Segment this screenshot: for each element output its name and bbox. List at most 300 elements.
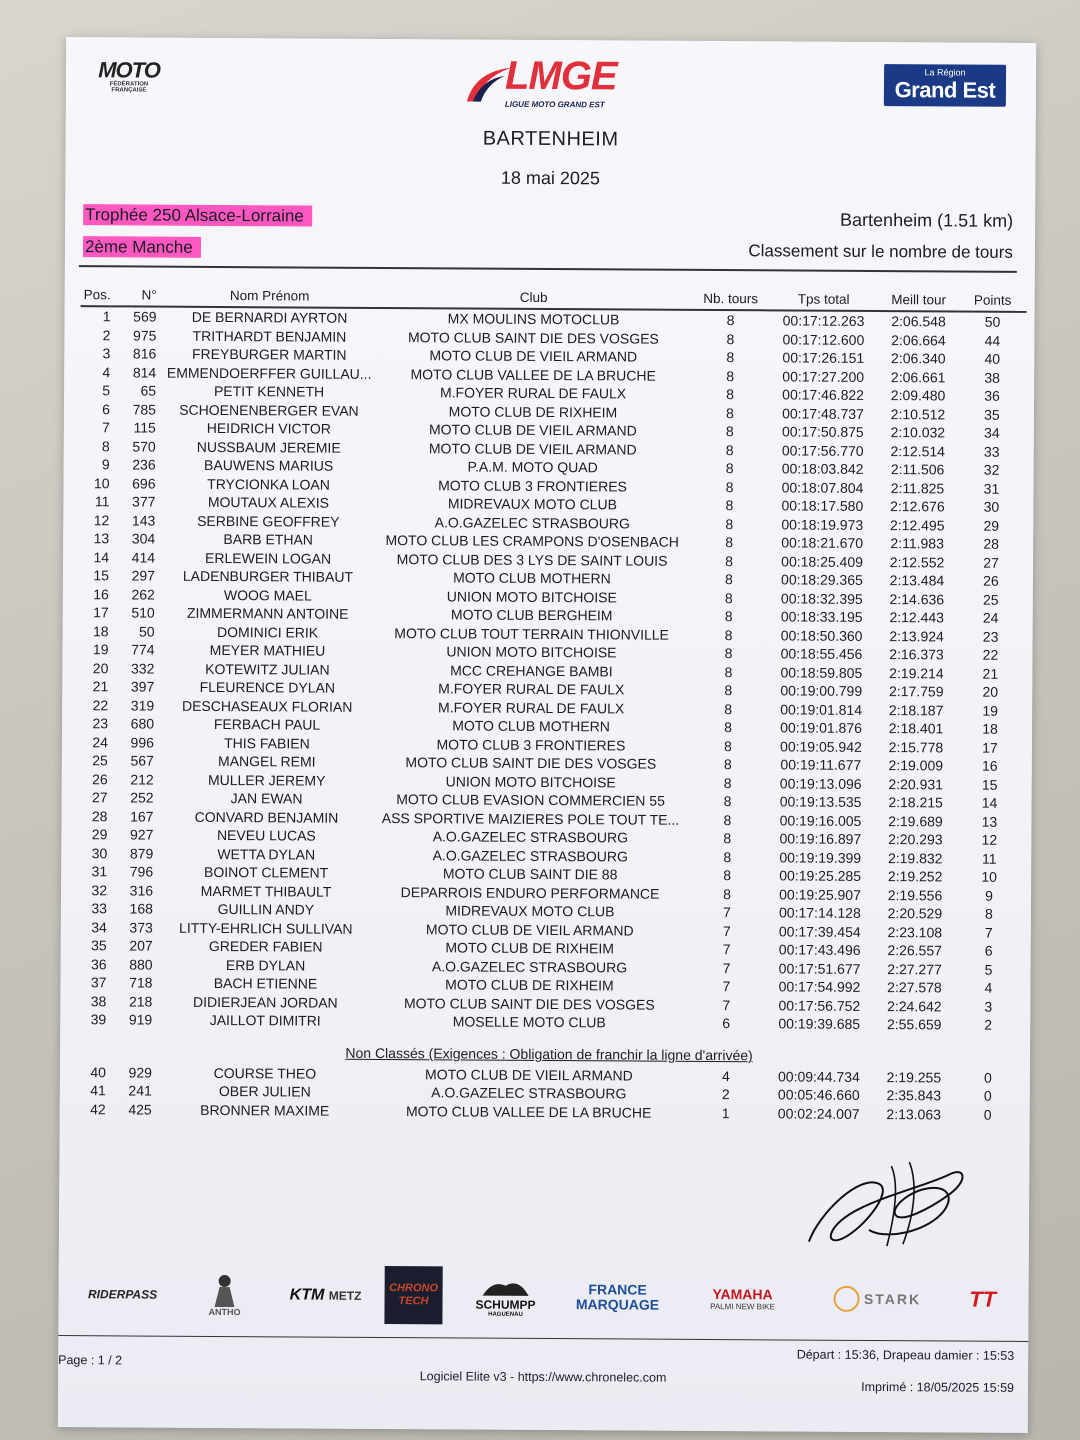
france-marquage-text: FRANCE MARQUAGE <box>575 1281 660 1313</box>
pos-cell: 10 <box>93 474 110 491</box>
name-cell: THIS FABIEN <box>224 734 310 752</box>
points-cell: 17 <box>982 739 998 756</box>
points-cell: 35 <box>984 406 1000 423</box>
num-cell: 236 <box>132 456 156 473</box>
tours-cell: 8 <box>723 848 732 865</box>
club-cell: MOTO CLUB SAINT DIE 88 <box>442 865 618 883</box>
pos-cell: 24 <box>92 733 108 750</box>
num-cell: 304 <box>131 530 156 547</box>
meil-cell: 2:55.659 <box>886 1016 942 1033</box>
club-cell: MCC CREHANGE BAMBI <box>450 661 613 679</box>
meil-cell: 2:10.512 <box>890 405 946 422</box>
event-city: BARTENHEIM <box>482 127 619 151</box>
tours-cell: 8 <box>726 312 735 329</box>
name-cell: FLEURENCE DYLAN <box>199 678 336 696</box>
num-cell: 212 <box>130 770 154 788</box>
tps-cell: 00:19:16.005 <box>779 811 862 829</box>
pos-cell: 20 <box>92 659 109 676</box>
name-cell: GREDER FABIEN <box>208 937 323 955</box>
tps-cell: 00:17:51.677 <box>778 959 861 977</box>
name-cell: SERBINE GEOFFREY <box>197 512 340 530</box>
ktm-metz-logo <box>280 1260 370 1331</box>
chronotech-text: CHRONO TECH <box>389 1282 439 1308</box>
tps-cell: 00:19:25.285 <box>779 867 862 884</box>
pos-cell: 30 <box>91 844 108 861</box>
club-cell: MOTO CLUB DE VIEIL ARMAND <box>429 347 638 365</box>
chronotech-logo <box>384 1266 442 1324</box>
tt-text: TT <box>969 1286 997 1312</box>
name-cell: COURSE THEO <box>213 1064 317 1082</box>
tours-cell: 7 <box>722 904 731 921</box>
tours-cell: 8 <box>725 460 734 477</box>
tps-cell: 00:18:07.804 <box>781 478 864 496</box>
num-cell: 510 <box>131 604 155 621</box>
points-cell: 2 <box>984 1016 993 1033</box>
pos-cell: 40 <box>90 1063 106 1080</box>
name-cell: ERLEWEIN LOGAN <box>205 549 332 567</box>
points-cell: 16 <box>981 757 998 774</box>
tps-cell: 00:18:19.973 <box>781 515 864 533</box>
num-cell: 168 <box>129 900 153 917</box>
col-club: Club <box>375 285 693 310</box>
points-cell: 21 <box>982 665 999 682</box>
name-cell: MULLER JEREMY <box>207 771 326 789</box>
meil-cell: 2:19.009 <box>888 757 944 774</box>
name-cell: FERBACH PAUL <box>213 715 321 733</box>
yamaha-logo <box>692 1263 792 1334</box>
club-cell: MIDREVAUX MOTO CLUB <box>447 495 617 513</box>
num-cell: 774 <box>131 641 155 658</box>
name-cell: BAUWENS MARIUS <box>204 456 334 474</box>
pos-cell: 22 <box>92 696 109 713</box>
points-cell: 25 <box>982 591 999 608</box>
stark-text: STARK <box>863 1290 922 1308</box>
pos-cell: 42 <box>90 1100 106 1117</box>
meil-cell: 2:06.661 <box>890 368 946 385</box>
yamaha-sub-text: PALMI NEW BIKE <box>710 1301 775 1311</box>
tps-cell: 00:17:56.770 <box>781 441 864 459</box>
num-cell: 785 <box>132 400 157 418</box>
riderpass-text: RIDERPASS <box>87 1287 158 1302</box>
tps-cell: 00:17:39.454 <box>778 922 861 940</box>
points-cell: 36 <box>984 387 1000 404</box>
points-cell: 12 <box>981 831 998 848</box>
tours-cell: 8 <box>723 737 732 754</box>
pos-cell: 27 <box>91 789 108 806</box>
tours-cell: 8 <box>726 330 735 347</box>
tps-cell: 00:18:21.670 <box>781 534 864 551</box>
tt-motors-logo <box>952 1264 1012 1334</box>
name-cell: BOINOT CLEMENT <box>203 863 329 881</box>
tps-cell: 00:19:11.677 <box>780 756 862 773</box>
pos-cell: 21 <box>92 678 109 695</box>
tours-cell: 8 <box>725 552 734 569</box>
championship-title <box>83 205 312 226</box>
meil-cell: 2:19.832 <box>887 849 943 866</box>
meil-cell: 2:13.063 <box>886 1105 941 1122</box>
num-cell: 115 <box>133 419 156 436</box>
num-cell: 816 <box>132 345 157 362</box>
club-cell: A.O.GAZELEC STRASBOURG <box>431 957 628 975</box>
meil-cell: 2:19.252 <box>887 868 943 885</box>
tps-cell: 00:19:25.907 <box>779 885 861 903</box>
num-cell: 927 <box>129 826 154 843</box>
num-cell: 929 <box>128 1063 152 1081</box>
name-cell: DOMINICI ERIK <box>217 623 319 641</box>
tours-cell: 8 <box>726 386 735 403</box>
pos-cell: 8 <box>101 437 110 454</box>
antho-figure-icon <box>211 1273 237 1307</box>
pos-cell: 7 <box>102 419 110 436</box>
meil-cell: 2:19.255 <box>886 1068 942 1085</box>
name-cell: TRYCIONKA LOAN <box>207 475 330 493</box>
num-cell: 252 <box>130 789 154 806</box>
ktm-text: KTM <box>289 1286 325 1304</box>
num-cell: 879 <box>129 844 154 862</box>
yamaha-text: YAMAHA <box>712 1285 773 1302</box>
lmge-logo <box>461 49 641 112</box>
pos-cell: 2 <box>102 326 111 343</box>
points-cell: 32 <box>983 461 1000 478</box>
name-cell: GUILLIN ANDY <box>217 900 315 918</box>
manche-label: 2ème Manche <box>83 236 201 258</box>
pos-cell: 36 <box>90 955 107 972</box>
points-cell: 0 <box>983 1106 992 1123</box>
tps-cell: 00:18:50.360 <box>780 626 863 644</box>
tours-cell: 8 <box>724 626 733 643</box>
tours-cell: 8 <box>724 663 733 680</box>
meil-cell: 2:20.529 <box>887 905 943 922</box>
pos-cell: 11 <box>94 493 110 510</box>
tps-cell: 00:17:46.822 <box>782 386 865 403</box>
points-cell: 24 <box>982 609 999 626</box>
pos-cell: 4 <box>102 363 111 380</box>
tps-cell: 00:19:00.799 <box>780 682 863 699</box>
points-cell: 18 <box>982 720 998 737</box>
manche-title <box>83 237 201 258</box>
name-cell: JAN EWAN <box>230 790 303 807</box>
points-cell: 13 <box>981 813 998 830</box>
meil-cell: 2:06.548 <box>891 313 946 330</box>
pos-cell: 18 <box>93 622 109 639</box>
club-cell: M.FOYER RURAL DE FAULX <box>439 384 627 402</box>
meil-cell: 2:27.277 <box>887 960 942 977</box>
tours-cell: 8 <box>723 867 732 884</box>
meil-cell: 2:12.443 <box>889 609 945 626</box>
col-tps: Tps total <box>769 287 879 311</box>
meil-cell: 2:15.778 <box>888 738 944 755</box>
pos-cell: 15 <box>93 567 110 584</box>
points-cell: 6 <box>984 942 993 959</box>
num-cell: 377 <box>132 493 156 510</box>
tps-cell: 00:19:13.096 <box>779 774 862 792</box>
col-tours: Nb. tours <box>693 287 769 310</box>
club-cell: MOTO CLUB SAINT DIE DES VOSGES <box>403 994 655 1013</box>
num-cell: 143 <box>131 511 156 529</box>
name-cell: LITTY-EHRLICH SULLIVAN <box>179 919 353 937</box>
points-cell: 30 <box>983 498 1000 515</box>
club-cell: MOTO CLUB 3 FRONTIERES <box>438 476 627 494</box>
tps-cell: 00:09:44.734 <box>777 1067 860 1085</box>
tps-cell: 00:18:03.842 <box>781 460 864 477</box>
pos-cell: 19 <box>92 641 109 658</box>
sponsor-strip <box>72 1259 1012 1337</box>
tours-cell: 8 <box>724 700 733 717</box>
points-cell: 29 <box>983 517 1000 534</box>
tours-cell: 8 <box>724 589 733 606</box>
lmge-logo-word: LMGE <box>504 53 617 99</box>
tps-cell: 00:18:55.456 <box>780 645 863 662</box>
pos-cell: 38 <box>90 992 107 1009</box>
col-pos: Pos. <box>81 283 111 306</box>
meil-cell: 2:10.032 <box>890 424 946 441</box>
club-cell: ASS SPORTIVE MAIZIERES POLE TOUT TE... <box>381 809 680 828</box>
tours-cell: 8 <box>725 571 733 588</box>
tours-cell: 2 <box>721 1086 730 1103</box>
tours-cell: 8 <box>724 608 733 625</box>
club-cell: UNION MOTO BITCHOISE <box>445 772 616 790</box>
name-cell: NUSSBAUM JEREMIE <box>196 438 341 456</box>
meil-cell: 2:12.514 <box>890 442 946 459</box>
points-cell: 44 <box>984 332 1001 349</box>
meil-cell: 2:16.373 <box>889 646 944 663</box>
pos-cell: 32 <box>91 881 108 898</box>
name-cell: OBER JULIEN <box>218 1083 311 1100</box>
pos-cell: 1 <box>102 308 111 325</box>
tours-cell: 8 <box>724 645 733 662</box>
tours-cell: 8 <box>723 811 732 828</box>
points-cell: 22 <box>982 646 999 663</box>
name-cell: BACH ETIENNE <box>213 974 318 992</box>
lmge-logo-tagline: LIGUE MOTO GRAND EST <box>504 99 605 110</box>
meil-cell: 2:12.676 <box>890 498 945 515</box>
num-cell: 297 <box>131 567 156 584</box>
meil-cell: 2:24.642 <box>887 997 942 1014</box>
meil-cell: 2:35.843 <box>886 1087 942 1104</box>
tps-cell: 00:19:16.897 <box>779 830 862 847</box>
antho-text: ANTHO <box>208 1306 241 1318</box>
tps-cell: 00:19:01.814 <box>780 700 863 718</box>
points-cell: 15 <box>981 776 998 793</box>
points-cell: 19 <box>982 702 998 719</box>
club-cell: MOTO CLUB MOTHERN <box>452 717 610 735</box>
points-cell: 40 <box>984 350 1001 367</box>
pos-cell: 6 <box>102 400 111 417</box>
schumpp-logo <box>470 1262 540 1332</box>
club-cell: MOTO CLUB 3 FRONTIERES <box>436 735 626 753</box>
club-cell: A.O.GAZELEC STRASBOURG <box>431 1084 627 1102</box>
name-cell: EMMENDOERFFER GUILLAU... <box>166 364 372 382</box>
num-cell: 919 <box>128 1011 153 1028</box>
name-cell: MARMET THIBAULT <box>200 882 332 900</box>
tps-cell: 00:19:19.399 <box>779 848 862 866</box>
header-divider <box>79 265 1017 273</box>
tours-cell: 8 <box>725 441 734 458</box>
schumpp-rider-icon <box>481 1276 531 1298</box>
tps-cell: 00:17:26.151 <box>782 349 865 366</box>
tps-cell: 00:18:59.805 <box>780 663 863 681</box>
club-cell: MOTO CLUB DE VIEIL ARMAND <box>425 1065 633 1084</box>
meil-cell: 2:12.495 <box>889 516 945 533</box>
ffm-logo-sub2: FRANÇAISE <box>111 87 147 94</box>
num-cell: 241 <box>128 1082 152 1099</box>
name-cell: TRITHARDT BENJAMIN <box>192 327 347 345</box>
ffm-logo-sub1: FÉDÉRATION <box>109 81 149 88</box>
name-cell: SCHOENENBERGER EVAN <box>179 401 359 419</box>
club-cell: UNION MOTO BITCHOISE <box>446 587 617 605</box>
tours-cell: 8 <box>724 719 732 736</box>
tps-cell: 00:19:01.876 <box>780 719 862 736</box>
tours-cell: 7 <box>722 996 731 1013</box>
tours-cell: 8 <box>725 534 734 551</box>
tours-cell: 8 <box>725 497 734 514</box>
tours-cell: 8 <box>725 515 734 532</box>
meil-cell: 2:11.983 <box>890 535 944 552</box>
points-cell: 50 <box>984 313 1001 330</box>
points-cell: 0 <box>983 1087 992 1104</box>
pos-cell: 35 <box>91 937 107 954</box>
points-cell: 4 <box>984 979 993 996</box>
num-cell: 316 <box>129 881 154 899</box>
results-body <box>76 306 1027 1124</box>
name-cell: KOTEWITZ JULIAN <box>205 660 330 678</box>
tours-cell: 8 <box>723 756 732 773</box>
points-cell: 11 <box>981 850 997 867</box>
club-cell: MOTO CLUB DE VIEIL ARMAND <box>428 421 637 439</box>
num-cell: 880 <box>129 955 153 973</box>
points-cell: 5 <box>984 961 993 978</box>
pos-cell: 25 <box>92 752 108 769</box>
meil-cell: 2:11.506 <box>890 461 945 478</box>
points-cell: 0 <box>983 1069 992 1086</box>
club-cell: MOTO CLUB TOUT TERRAIN THIONVILLE <box>394 624 669 643</box>
grand-est-logo <box>884 64 1006 107</box>
club-cell: MOTO CLUB SAINT DIE DES VOSGES <box>407 328 659 347</box>
pos-cell: 3 <box>102 345 111 362</box>
non-classes-title: Non Classés (Exigences : Obligation de franchir la ligne d'arrivée) <box>345 1045 753 1064</box>
club-cell: A.O.GAZELEC STRASBOURG <box>432 846 628 864</box>
meil-cell: 2:17.759 <box>888 683 944 700</box>
club-cell: MOTO CLUB MOTHERN <box>453 569 611 587</box>
name-cell: JAILLOT DIMITRI <box>209 1011 321 1029</box>
num-cell: 373 <box>129 918 153 936</box>
tours-cell: 8 <box>725 478 734 495</box>
num-cell: 425 <box>128 1100 152 1118</box>
name-cell: LADENBURGER THIBAUT <box>182 567 354 585</box>
num-cell: 570 <box>132 437 156 455</box>
stark-circle-icon <box>834 1286 860 1312</box>
points-cell: 10 <box>981 868 997 885</box>
points-cell: 20 <box>982 683 999 700</box>
meil-cell: 2:18.187 <box>888 701 944 718</box>
tours-cell: 8 <box>725 423 734 440</box>
num-cell: 718 <box>129 974 153 991</box>
name-cell: FREYBURGER MARTIN <box>191 345 347 363</box>
club-cell: MOTO CLUB DES 3 LYS DE SAINT LOUIS <box>396 550 668 569</box>
name-cell: ERB DYLAN <box>225 956 306 974</box>
name-cell: PETIT KENNETH <box>213 382 325 400</box>
num-cell: 332 <box>130 659 155 677</box>
points-cell: 23 <box>982 628 999 645</box>
schumpp-text: SCHUMPP <box>475 1297 536 1312</box>
name-cell: HEIDRICH VICTOR <box>206 419 332 437</box>
tps-cell: 00:19:39.685 <box>778 1015 861 1032</box>
antho-logo <box>194 1260 254 1330</box>
meil-cell: 2:09.480 <box>890 387 946 404</box>
meil-cell: 2:26.557 <box>887 942 942 959</box>
points-cell: 34 <box>984 424 1000 441</box>
club-cell: MOTO CLUB DE RIXHEIM <box>445 939 615 957</box>
tps-cell: 00:18:25.409 <box>781 552 863 570</box>
num-cell: 569 <box>133 308 157 325</box>
pos-cell: 37 <box>90 974 107 991</box>
name-cell: WETTA DYLAN <box>217 845 316 863</box>
tps-cell: 00:17:48.737 <box>782 404 864 422</box>
club-cell: MOTO CLUB DE RIXHEIM <box>448 402 618 420</box>
col-num: N° <box>111 283 165 306</box>
num-cell: 567 <box>130 752 154 769</box>
pos-cell: 16 <box>93 585 109 602</box>
pos-cell: 14 <box>93 548 110 565</box>
name-cell: WOOG MAEL <box>223 586 312 604</box>
pos-cell: 28 <box>91 807 108 824</box>
tps-cell: 00:17:14.128 <box>778 904 861 921</box>
pos-cell: 41 <box>90 1082 106 1099</box>
ffm-logo <box>96 59 162 103</box>
tours-cell: 7 <box>722 941 731 958</box>
pos-cell: 17 <box>93 604 109 621</box>
tps-cell: 00:19:05.942 <box>780 737 862 755</box>
num-cell: 319 <box>130 696 155 714</box>
col-meil: Meill tour <box>879 288 959 311</box>
tps-cell: 00:17:27.200 <box>782 367 865 385</box>
tours-cell: 7 <box>722 978 731 995</box>
championship-label: Trophée 250 Alsace-Lorraine <box>83 204 312 226</box>
circuit-info: Bartenheim (1.51 km) <box>840 209 1014 231</box>
page-number: Page : 1 / 2 <box>58 1353 123 1368</box>
pos-cell: 9 <box>101 456 110 473</box>
club-cell: MX MOULINS MOTOCLUB <box>447 310 620 328</box>
club-cell: MOTO CLUB BERGHEIM <box>450 606 613 624</box>
grand-est-logo-small: La Région <box>924 67 966 78</box>
tps-cell: 00:17:12.600 <box>782 330 865 348</box>
stark-logo <box>822 1264 932 1335</box>
points-cell: 14 <box>981 794 998 811</box>
tps-cell: 00:18:29.365 <box>781 571 863 588</box>
classement-type: Classement sur le nombre de tours <box>748 241 1014 262</box>
tps-cell: 00:18:32.395 <box>780 589 863 607</box>
tours-cell: 8 <box>726 367 735 384</box>
tours-cell: 6 <box>722 1015 731 1032</box>
meil-cell: 2:18.215 <box>888 794 943 811</box>
tours-cell: 8 <box>723 885 731 902</box>
results-table <box>76 283 1027 1124</box>
meil-cell: 2:20.931 <box>888 775 944 792</box>
meil-cell: 2:23.108 <box>887 923 943 940</box>
club-cell: MOTO CLUB DE VIEIL ARMAND <box>428 439 637 458</box>
event-date: 18 mai 2025 <box>500 167 600 189</box>
meil-cell: 2:19.214 <box>889 664 944 681</box>
tours-cell: 8 <box>723 774 732 791</box>
meil-cell: 2:06.340 <box>891 350 946 367</box>
name-cell: BRONNER MAXIME <box>200 1101 330 1119</box>
schumpp-city-text: HAGUENAU <box>488 1311 523 1318</box>
num-cell: 414 <box>131 548 156 566</box>
points-cell: 7 <box>984 924 993 941</box>
name-cell: DIDIERJEAN JORDAN <box>192 993 338 1011</box>
tours-cell: 7 <box>722 959 731 976</box>
num-cell: 50 <box>139 623 155 640</box>
